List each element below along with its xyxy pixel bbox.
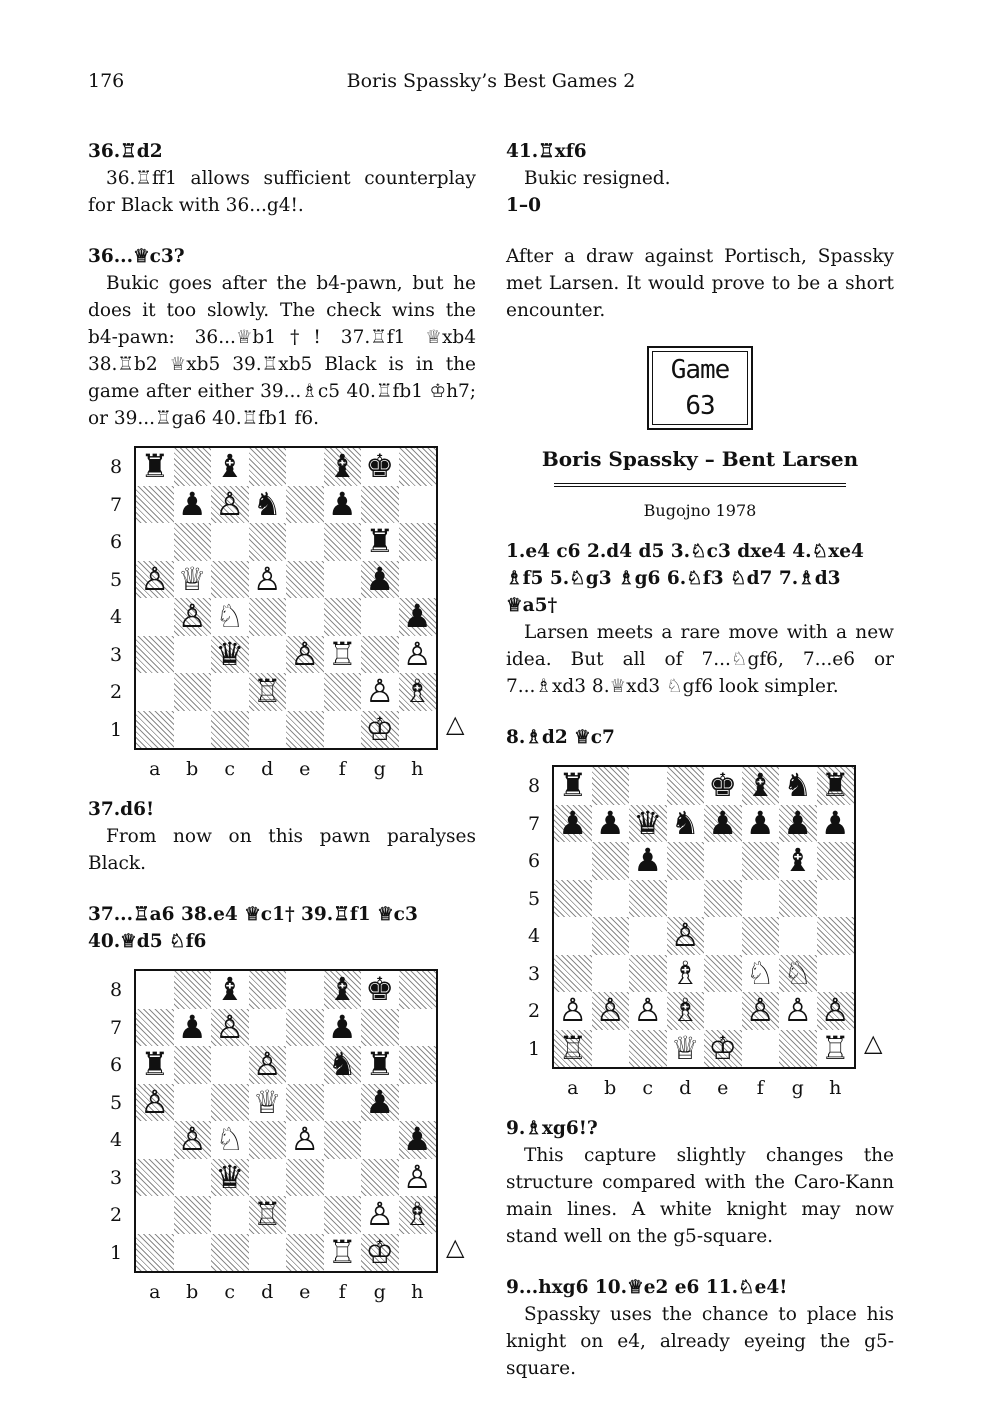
white-king-g1: ♔ (365, 709, 395, 748)
square-h6 (817, 842, 855, 880)
square-f5 (324, 1084, 362, 1122)
black-knight-d7: ♞ (670, 803, 700, 842)
black-king-g8: ♚ (365, 447, 395, 485)
square-a3 (136, 1159, 174, 1197)
commentary: Bukic goes after the b4-pawn, but he does it too slowly. The check wins the b4-pawn: 36...♕b1†! 37.♖f1 ♕xb4 38.♖b2 ♕xb5 39.♖xb5 Black is in the game after either 39...♗c5 40.♖fb1 ♔h7; or 39...♖ga6 40.♖fb1 f6. (88, 273, 476, 429)
move-heading: 37.d6! (88, 799, 155, 820)
square-b3 (174, 636, 212, 674)
black-pawn-e7: ♟ (708, 803, 738, 842)
file-label: b (186, 758, 199, 780)
square-b3 (592, 955, 630, 993)
chessboard (134, 446, 438, 750)
square-e8 (286, 971, 324, 1009)
square-c5 (211, 1084, 249, 1122)
rank-label: 2 (109, 681, 123, 703)
rank-label: 7 (527, 812, 541, 835)
white-pawn-e3: ♙ (290, 634, 320, 673)
square-e2 (704, 992, 742, 1030)
square-f3 (324, 1159, 362, 1197)
square-b5 (592, 880, 630, 918)
square-c5 (629, 880, 667, 918)
square-d1 (249, 1234, 287, 1272)
square-d3 (249, 636, 287, 674)
square-e8 (286, 448, 324, 486)
square-f2 (324, 1196, 362, 1234)
move-heading: 37...♖a6 38.e4 ♕c1† 39.♖f1 ♕c3 40.♕d5 ♘f6 (88, 904, 418, 952)
black-pawn-c6: ♟ (633, 841, 663, 879)
black-rook-a8: ♜ (558, 766, 588, 804)
square-b1 (592, 1030, 630, 1068)
square-h7 (399, 1009, 437, 1047)
square-a6 (554, 842, 592, 880)
move-heading: 8.♗d2 ♕c7 (506, 727, 615, 748)
square-d3 (249, 1159, 287, 1197)
square-b5 (174, 1084, 212, 1122)
chess-diagram-2 (98, 969, 476, 1319)
square-d4 (249, 598, 287, 636)
black-bishop-f8: ♝ (327, 970, 357, 1008)
square-c4 (629, 917, 667, 955)
game-number-box (647, 346, 753, 430)
black-pawn-b7: ♟ (595, 803, 625, 842)
square-b6 (592, 842, 630, 880)
file-label: e (299, 1281, 311, 1303)
white-pawn-d5: ♙ (252, 559, 282, 598)
white-pawn-h2: ♙ (820, 991, 850, 1029)
square-b8 (174, 448, 212, 486)
square-f1 (742, 1030, 780, 1068)
move-heading: 36...♕c3? (88, 246, 185, 267)
square-e7 (286, 486, 324, 524)
file-label: b (186, 1281, 199, 1303)
square-a7 (136, 1009, 174, 1047)
black-pawn-a7: ♟ (558, 803, 588, 842)
square-b2 (174, 673, 212, 711)
black-pawn-f7: ♟ (745, 803, 775, 842)
game-result: 1–0 (506, 195, 541, 216)
running-title: Boris Spassky’s Best Games 2 (346, 70, 636, 92)
chess-diagram-3 (516, 765, 894, 1115)
white-bishop-h2: ♗ (402, 1195, 432, 1233)
white-king-e1: ♔ (708, 1028, 738, 1067)
rank-label: 5 (109, 568, 123, 591)
white-pawn-b4: ♙ (177, 597, 207, 635)
black-bishop-f8: ♝ (745, 766, 775, 804)
square-e2 (286, 673, 324, 711)
file-label: c (642, 1077, 654, 1099)
rank-label: 3 (109, 643, 123, 666)
file-label: f (338, 758, 346, 780)
white-rook-h1: ♖ (820, 1028, 850, 1067)
rank-label: 6 (527, 850, 541, 872)
black-king-e8: ♚ (708, 766, 738, 804)
square-g4 (779, 917, 817, 955)
white-pawn-a5: ♙ (140, 1082, 170, 1121)
black-bishop-f8: ♝ (327, 447, 357, 485)
square-a2 (136, 673, 174, 711)
square-a4 (136, 1121, 174, 1159)
white-rook-d2: ♖ (252, 672, 282, 710)
commentary: From now on this pawn paralyses Black. (88, 826, 476, 874)
white-rook-a1: ♖ (558, 1028, 588, 1067)
square-b8 (174, 971, 212, 1009)
black-queen-c3: ♛ (215, 1157, 245, 1196)
square-e3 (286, 1159, 324, 1197)
left-column (88, 138, 476, 1319)
square-d8 (249, 448, 287, 486)
white-bishop-d3: ♗ (670, 953, 700, 992)
square-h1 (399, 711, 437, 749)
rank-label: 7 (109, 1016, 123, 1039)
square-d8 (667, 767, 705, 805)
chessboard (134, 969, 438, 1273)
square-f6 (742, 842, 780, 880)
file-label: a (149, 758, 161, 780)
white-queen-d5: ♕ (252, 1082, 282, 1121)
square-c2 (211, 673, 249, 711)
chessboard (552, 765, 856, 1069)
rank-label: 8 (527, 775, 541, 797)
black-bishop-c8: ♝ (215, 970, 245, 1008)
square-h5 (399, 1084, 437, 1122)
rank-label: 5 (527, 887, 541, 910)
file-label: g (373, 1281, 386, 1303)
square-g5 (779, 880, 817, 918)
divider (554, 483, 846, 487)
square-a8 (136, 971, 174, 1009)
file-label: e (299, 758, 311, 780)
square-f5 (324, 561, 362, 599)
white-pawn-c2: ♙ (633, 991, 663, 1029)
rank-label: 3 (527, 962, 541, 985)
square-h6 (399, 523, 437, 561)
rank-label: 3 (109, 1166, 123, 1189)
white-pawn-g2: ♙ (365, 1195, 395, 1233)
file-label: c (224, 758, 236, 780)
move-heading: 9.♗xg6!? (506, 1118, 598, 1139)
square-h7 (399, 486, 437, 524)
rank-label: 8 (109, 456, 123, 478)
rank-label: 8 (109, 979, 123, 1001)
black-queen-c3: ♛ (215, 634, 245, 673)
file-label: d (261, 758, 274, 780)
square-a2 (136, 1196, 174, 1234)
white-knight-g3: ♘ (783, 953, 813, 992)
square-h8 (399, 971, 437, 1009)
white-pawn-g2: ♙ (783, 991, 813, 1029)
white-queen-b5: ♕ (177, 559, 207, 598)
rank-label: 1 (109, 718, 123, 741)
square-b3 (174, 1159, 212, 1197)
move-heading: 36.♖d2 (88, 141, 163, 162)
black-knight-f6: ♞ (327, 1045, 357, 1083)
file-label: f (338, 1281, 346, 1303)
square-e1 (286, 711, 324, 749)
square-a5 (554, 880, 592, 918)
square-e4 (286, 598, 324, 636)
file-label: h (829, 1077, 842, 1099)
commentary: Larsen meets a rare move with a new idea. But all of 7...♘gf6, 7...e6 or 7...♗xd3 8.♕xd3 ♘gf6 look simpler. (506, 622, 894, 697)
square-g7 (361, 486, 399, 524)
square-g3 (361, 1159, 399, 1197)
white-king-g1: ♔ (365, 1232, 395, 1271)
white-pawn-c7: ♙ (215, 1007, 245, 1046)
white-pawn-b4: ♙ (177, 1120, 207, 1158)
rank-label: 5 (109, 1091, 123, 1114)
white-pawn-c7: ♙ (215, 484, 245, 523)
commentary: Bukic resigned. (524, 168, 671, 189)
square-a3 (554, 955, 592, 993)
square-d5 (667, 880, 705, 918)
rank-label: 4 (527, 925, 541, 947)
file-label: e (717, 1077, 729, 1099)
rank-label: 4 (109, 606, 123, 628)
black-rook-a8: ♜ (140, 447, 170, 485)
white-pawn-d4: ♙ (670, 916, 700, 954)
square-e5 (704, 880, 742, 918)
black-pawn-h4: ♟ (402, 597, 432, 635)
white-knight-c4: ♘ (215, 597, 245, 635)
game-number-label: Game 63 (652, 351, 748, 425)
square-c6 (211, 523, 249, 561)
square-c6 (211, 1046, 249, 1084)
white-bishop-d2: ♗ (670, 991, 700, 1029)
black-pawn-f7: ♟ (327, 1007, 357, 1046)
white-pawn-h3: ♙ (402, 1157, 432, 1196)
white-pawn-h3: ♙ (402, 634, 432, 673)
white-pawn-a2: ♙ (558, 991, 588, 1029)
square-g4 (361, 1121, 399, 1159)
file-label: a (149, 1281, 161, 1303)
black-pawn-g7: ♟ (783, 803, 813, 842)
white-rook-f3: ♖ (327, 634, 357, 673)
black-pawn-h4: ♟ (402, 1120, 432, 1158)
square-h8 (399, 448, 437, 486)
file-label: d (679, 1077, 692, 1099)
white-pawn-f2: ♙ (745, 991, 775, 1029)
black-knight-d7: ♞ (252, 484, 282, 523)
black-pawn-b7: ♟ (177, 484, 207, 523)
rank-label: 4 (109, 1129, 123, 1151)
square-h5 (817, 880, 855, 918)
square-c8 (629, 767, 667, 805)
white-pawn-a5: ♙ (140, 559, 170, 598)
white-pawn-e4: ♙ (290, 1120, 320, 1158)
black-pawn-g5: ♟ (365, 1082, 395, 1121)
square-h3 (817, 955, 855, 993)
square-h4 (817, 917, 855, 955)
white-to-move-icon: △ (446, 709, 465, 738)
square-b6 (174, 523, 212, 561)
commentary: 36.♖ff1 allows sufficient counterplay for Black with 36...g4!. (88, 168, 476, 216)
square-b6 (174, 1046, 212, 1084)
file-label: f (756, 1077, 764, 1099)
square-f1 (324, 711, 362, 749)
right-column (506, 138, 894, 1382)
square-c5 (211, 561, 249, 599)
square-a4 (136, 598, 174, 636)
rank-label: 1 (527, 1037, 541, 1060)
square-a4 (554, 917, 592, 955)
white-bishop-h2: ♗ (402, 672, 432, 710)
square-f4 (742, 917, 780, 955)
square-h5 (399, 561, 437, 599)
square-g7 (361, 1009, 399, 1047)
white-pawn-b2: ♙ (595, 991, 625, 1029)
square-c2 (211, 1196, 249, 1234)
square-a1 (136, 711, 174, 749)
square-f2 (324, 673, 362, 711)
square-c3 (629, 955, 667, 993)
square-a6 (136, 523, 174, 561)
file-label: g (791, 1077, 804, 1099)
rank-label: 6 (109, 531, 123, 553)
white-pawn-g2: ♙ (365, 672, 395, 710)
square-g4 (361, 598, 399, 636)
square-d1 (249, 711, 287, 749)
black-queen-c7: ♛ (633, 803, 663, 842)
black-pawn-b7: ♟ (177, 1007, 207, 1046)
move-heading: 9...hxg6 10.♕e2 e6 11.♘e4! (506, 1277, 788, 1298)
square-d6 (667, 842, 705, 880)
square-f5 (742, 880, 780, 918)
black-rook-a6: ♜ (140, 1045, 170, 1083)
square-e3 (704, 955, 742, 993)
black-pawn-h7: ♟ (820, 803, 850, 842)
rank-label: 2 (109, 1204, 123, 1226)
square-b1 (174, 1234, 212, 1272)
square-h6 (399, 1046, 437, 1084)
white-queen-d1: ♕ (670, 1028, 700, 1067)
white-knight-c4: ♘ (215, 1120, 245, 1158)
file-label: g (373, 758, 386, 780)
square-d7 (249, 1009, 287, 1047)
rank-label: 6 (109, 1054, 123, 1076)
black-pawn-g5: ♟ (365, 559, 395, 598)
square-d4 (249, 1121, 287, 1159)
white-rook-d2: ♖ (252, 1195, 282, 1233)
white-to-move-icon: △ (864, 1028, 883, 1057)
square-c1 (211, 711, 249, 749)
file-label: a (567, 1077, 579, 1099)
black-rook-g6: ♜ (365, 1045, 395, 1083)
square-f6 (324, 523, 362, 561)
square-a7 (136, 486, 174, 524)
square-b2 (174, 1196, 212, 1234)
venue-line: Bugojno 1978 (643, 501, 757, 520)
white-knight-f3: ♘ (745, 953, 775, 992)
page-header (88, 70, 894, 100)
square-g3 (361, 636, 399, 674)
black-bishop-c8: ♝ (215, 447, 245, 485)
black-pawn-f7: ♟ (327, 484, 357, 523)
square-c1 (629, 1030, 667, 1068)
players-heading: Boris Spassky – Bent Larsen (541, 447, 859, 471)
black-bishop-g6: ♝ (783, 841, 813, 879)
move-heading: 1.e4 c6 2.d4 d5 3.♘c3 dxe4 4.♘xe4 ♗f5 5.♘g3 ♗g6 6.♘f3 ♘d7 7.♗d3 ♕a5† (506, 541, 864, 616)
square-e7 (286, 1009, 324, 1047)
square-c1 (211, 1234, 249, 1272)
square-g1 (779, 1030, 817, 1068)
square-d8 (249, 971, 287, 1009)
square-e6 (704, 842, 742, 880)
square-a1 (136, 1234, 174, 1272)
move-heading: 41.♖xf6 (506, 141, 587, 162)
file-label: d (261, 1281, 274, 1303)
intro-paragraph: After a draw against Portisch, Spassky met Larsen. It would prove to be a short encounter. (506, 246, 894, 321)
black-king-g8: ♚ (365, 970, 395, 1008)
black-knight-g8: ♞ (783, 766, 813, 804)
commentary: This capture slightly changes the structure compared with the Caro-Kann main lines. A white knight may now stand well on the g5-square. (506, 1145, 894, 1247)
file-label: h (411, 758, 424, 780)
square-b4 (592, 917, 630, 955)
page-number: 176 (88, 70, 125, 92)
square-a3 (136, 636, 174, 674)
commentary: Spassky uses the chance to place his knight on e4, already eyeing the g5-square. (506, 1304, 894, 1379)
white-pawn-d6: ♙ (252, 1045, 282, 1083)
square-h1 (399, 1234, 437, 1272)
file-label: h (411, 1281, 424, 1303)
square-d6 (249, 523, 287, 561)
square-e5 (286, 1084, 324, 1122)
square-e6 (286, 523, 324, 561)
chess-diagram-1 (98, 446, 476, 796)
square-e1 (286, 1234, 324, 1272)
square-b1 (174, 711, 212, 749)
white-rook-f1: ♖ (327, 1232, 357, 1271)
rank-label: 1 (109, 1241, 123, 1264)
square-e4 (704, 917, 742, 955)
rank-label: 7 (109, 493, 123, 516)
square-e2 (286, 1196, 324, 1234)
square-f4 (324, 598, 362, 636)
black-rook-g6: ♜ (365, 522, 395, 560)
square-b8 (592, 767, 630, 805)
square-e5 (286, 561, 324, 599)
square-e6 (286, 1046, 324, 1084)
rank-label: 2 (527, 1000, 541, 1022)
square-f4 (324, 1121, 362, 1159)
white-to-move-icon: △ (446, 1232, 465, 1261)
file-label: b (604, 1077, 617, 1099)
file-label: c (224, 1281, 236, 1303)
black-rook-h8: ♜ (820, 766, 850, 804)
